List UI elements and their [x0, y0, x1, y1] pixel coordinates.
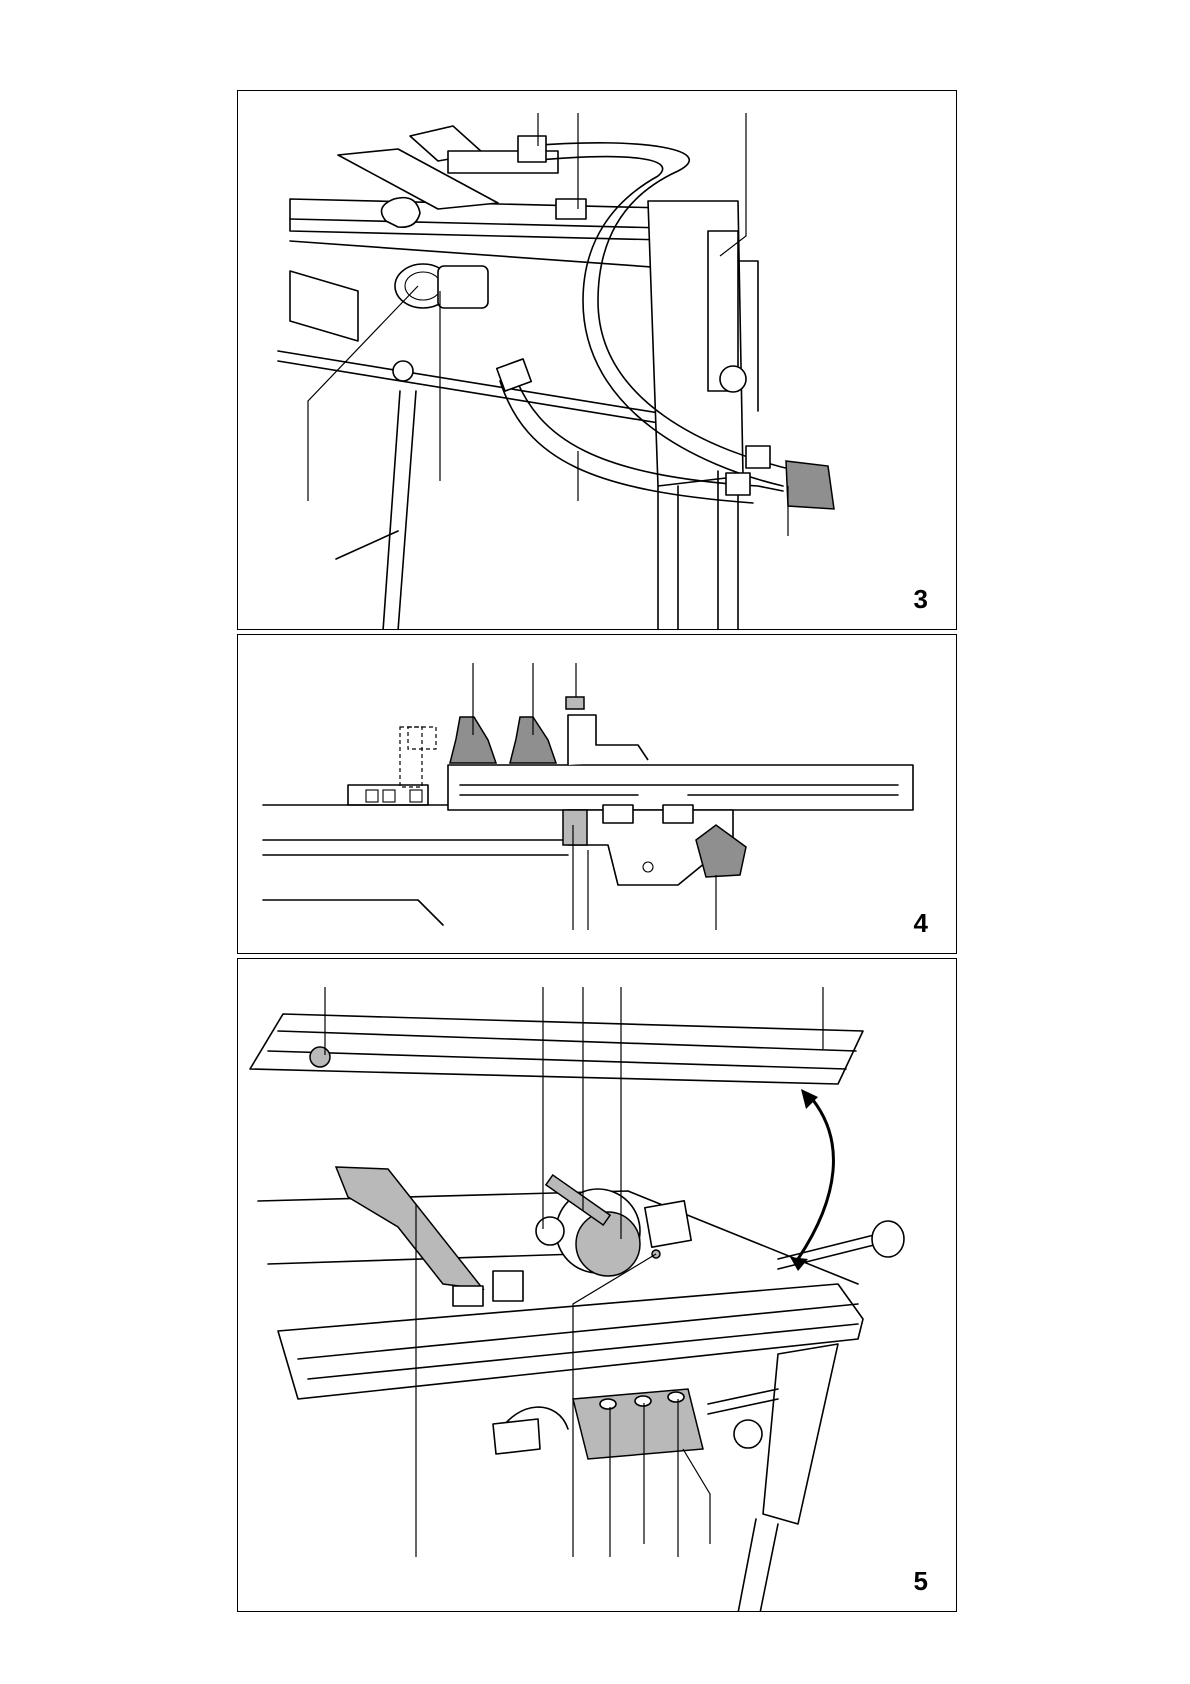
dust-adapter: [438, 266, 488, 308]
hose-connector-mid: [746, 446, 770, 468]
blade-flange: [576, 1212, 640, 1276]
adjust-screw: [566, 697, 584, 709]
extension-rod-knob: [872, 1221, 904, 1257]
figure-number: 5: [913, 1566, 928, 1596]
riving-knife-guard: [336, 1167, 483, 1289]
table-edge-lines: [263, 805, 568, 925]
lower-crossbar: [278, 351, 708, 421]
fence-outline-dashed: [408, 727, 436, 749]
figure-4-drawing: [238, 635, 957, 954]
figure-5-drawing: [238, 959, 957, 1612]
figure-number: 4: [913, 908, 928, 938]
hose-end-adapter: [786, 461, 834, 509]
figure-5-panel: [237, 958, 957, 1612]
fence-bracket: [568, 715, 648, 765]
fence-clamp-knob: [310, 1047, 330, 1067]
right-leg: [763, 1344, 838, 1524]
blade-shaft-lock: [645, 1201, 691, 1247]
dust-elbow: [493, 1419, 540, 1454]
leg-knob: [734, 1420, 762, 1448]
leg-knob: [720, 366, 746, 392]
figure-3-panel: [237, 90, 957, 630]
guide-block: [563, 810, 587, 845]
hose-connector-top: [518, 136, 546, 162]
right-leg-panel: [648, 201, 743, 486]
riving-knife-bracket: [493, 1271, 523, 1301]
left-leg: [383, 391, 416, 630]
figure-number: 3: [913, 584, 928, 614]
swing-arrow: [798, 1094, 833, 1259]
figure-4-panel: [237, 634, 957, 954]
fence-profile: [448, 765, 913, 810]
rip-fence-lifted: [250, 1014, 863, 1084]
hose-clip: [556, 199, 586, 219]
figure-3-drawing: [238, 91, 957, 630]
